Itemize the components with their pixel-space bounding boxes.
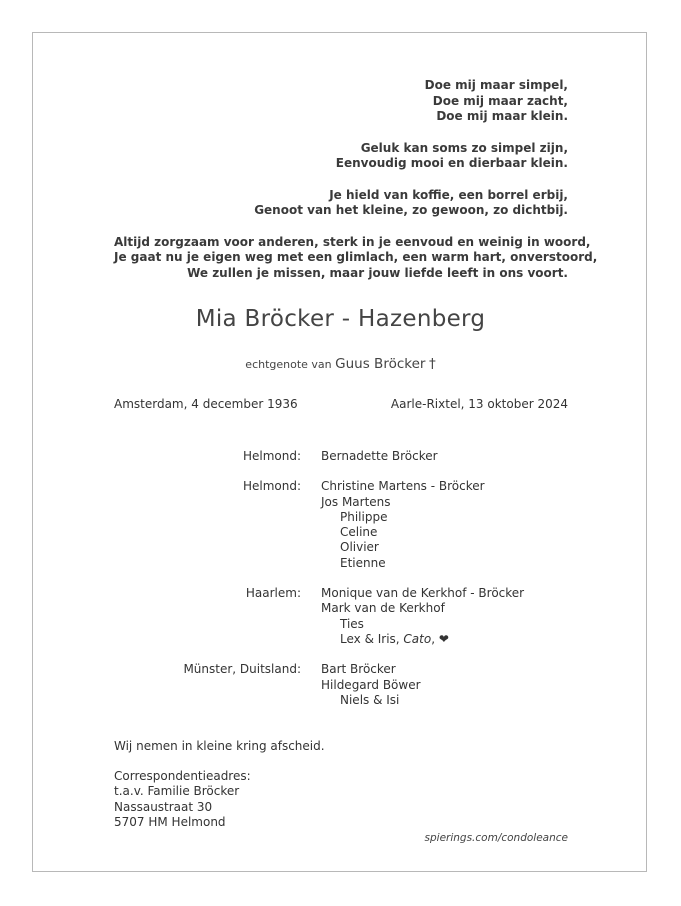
- family-member: Monique van de Kerkhof - Bröcker: [321, 586, 525, 601]
- family-member: Bart Bröcker: [321, 662, 396, 677]
- family-place: Haarlem:: [245, 586, 301, 601]
- poem-line: We zullen je missen, maar jouw liefde leeft in ons voort.: [187, 265, 568, 280]
- grandchild: Niels & Isi: [340, 692, 400, 707]
- address-line: Nassaustraat 30: [114, 799, 213, 814]
- grandchild: Philippe: [340, 509, 388, 524]
- family-place: Münster, Duitsland:: [183, 662, 301, 677]
- family-group: [114, 586, 568, 647]
- heart-icon: ❤: [438, 631, 449, 646]
- family-members: [321, 586, 524, 647]
- poem-stanza: [114, 78, 568, 125]
- poem-line: Geluk kan soms zo simpel zijn,: [360, 140, 568, 155]
- poem-stanza: [114, 234, 598, 282]
- poem-stanza: [114, 188, 568, 219]
- spouse-line: [0, 356, 681, 372]
- correspondence-address: [114, 769, 251, 830]
- condolence-website[interactable]: spierings.com/condoleance: [424, 832, 568, 844]
- grandchild: Lex & Iris, Cato, ❤: [340, 631, 449, 646]
- poem-stanza: [114, 141, 568, 172]
- family-group: [114, 479, 568, 571]
- family-group: [114, 662, 568, 708]
- poem-line: Doe mij maar simpel,: [424, 78, 568, 92]
- spouse-prefix: echtgenote van: [245, 358, 332, 371]
- farewell-note: Wij nemen in kleine kring afscheid.: [114, 739, 325, 753]
- grandchild: Olivier: [340, 540, 379, 555]
- address-line: 5707 HM Helmond: [114, 814, 226, 829]
- poem-line: Je hield van koffie, een borrel erbij,: [329, 187, 568, 202]
- poem-line: Je gaat nu je eigen weg met een glimlach, een warm hart, onverstoord,: [114, 250, 598, 264]
- poem-line: Doe mij maar klein.: [436, 109, 568, 123]
- family-member: Bernadette Bröcker: [321, 449, 438, 463]
- grandchild: Celine: [340, 525, 378, 540]
- great-grandchild-name: Cato: [403, 631, 432, 646]
- family-members: [321, 449, 438, 464]
- family-member: Christine Martens - Bröcker: [321, 479, 485, 494]
- family-member: Hildegard Böwer: [321, 677, 421, 692]
- family-place: Helmond:: [242, 449, 301, 463]
- birth-date: Amsterdam, 4 december 1936: [114, 397, 298, 411]
- poem-line: Genoot van het kleine, zo gewoon, zo dichtbij.: [254, 203, 568, 217]
- family-members: [321, 479, 485, 571]
- poem-line: Eenvoudig mooi en dierbaar klein.: [335, 156, 568, 170]
- cross-icon: †: [428, 356, 436, 372]
- spouse-name: Guus Bröcker: [335, 356, 426, 372]
- grandchild: Ties: [340, 616, 364, 631]
- family-place: Helmond:: [242, 479, 301, 494]
- poem-line: Altijd zorgzaam voor anderen, sterk in je eenvoud en weinig in woord,: [114, 234, 591, 249]
- grandchild: Etienne: [340, 555, 386, 570]
- family-list: [114, 449, 568, 723]
- poem-line: Doe mij maar zacht,: [432, 93, 568, 108]
- correspondence-label: Correspondentieadres:: [114, 769, 251, 783]
- dates-row: [114, 397, 568, 411]
- poem: [114, 78, 598, 297]
- deceased-name: Mia Bröcker - Hazenberg: [195, 306, 486, 332]
- family-member: Mark van de Kerkhof: [321, 601, 445, 616]
- family-member: Jos Martens: [321, 494, 391, 509]
- address-line: t.a.v. Familie Bröcker: [114, 784, 240, 799]
- death-date: Aarle-Rixtel, 13 oktober 2024: [390, 397, 568, 411]
- family-members: [321, 662, 421, 708]
- family-group: [114, 449, 568, 464]
